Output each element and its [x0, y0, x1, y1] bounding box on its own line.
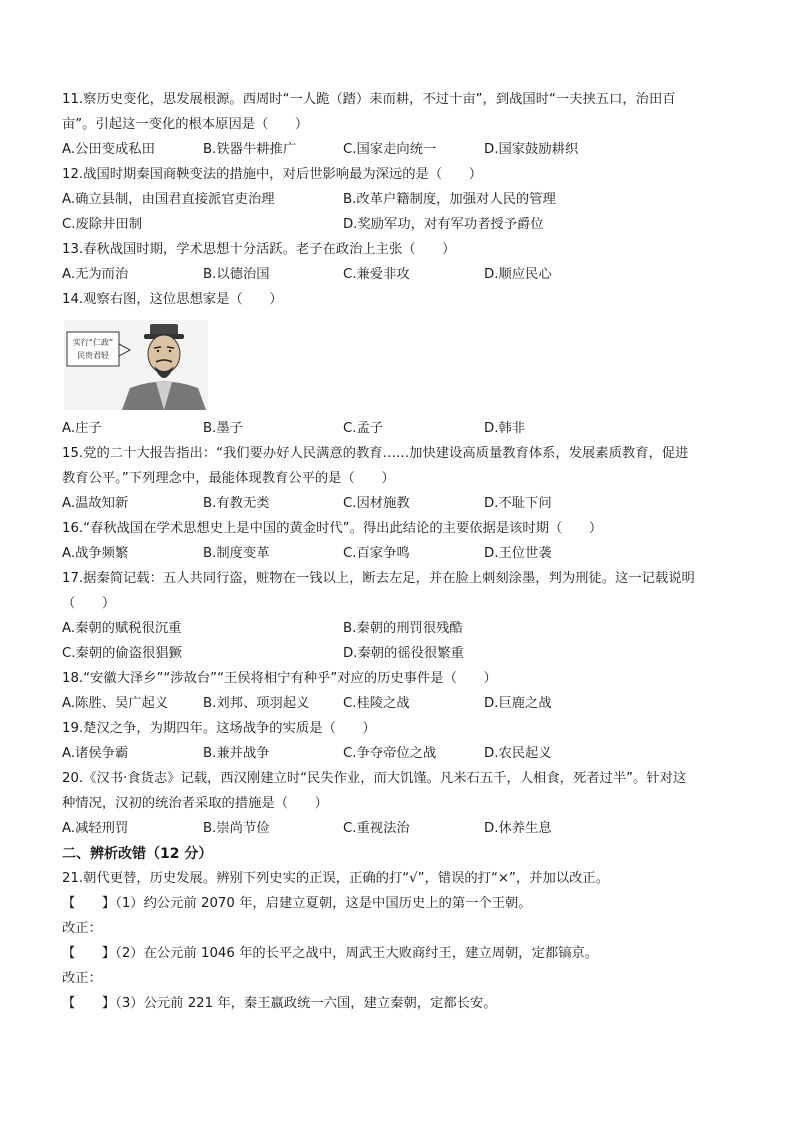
q17-option-a: A.秦朝的赋税很沉重 [62, 621, 182, 636]
q18-line1: 18.“安徽大泽乡”“涉故台”“王侯将相宁有种乎”对应的历史事件是（ ） [62, 671, 497, 686]
q14-option-b: B.墨子 [203, 421, 243, 436]
q16-option-d: D.王位世袭 [484, 546, 552, 561]
q11-option-a: A.公田变成私田 [62, 142, 155, 157]
thinker-portrait-image [64, 320, 208, 410]
q18-option-d: D.巨鹿之战 [484, 696, 552, 711]
q14-option-d: D.韩非 [484, 421, 526, 436]
q15-line1: 15.党的二十大报告指出：“我们要办好人民满意的教育……加快建设高质量教育体系，发展素质教育，促进 [62, 446, 689, 461]
q12-option-a: A.确立县制，由国君直接派官吏治理 [62, 192, 275, 207]
q17-option-b: B.秦朝的刑罚很残酷 [343, 621, 463, 636]
q12-option-c: C.废除井田制 [62, 217, 142, 232]
q12-option-d: D.奖励军功，对有军功者授予爵位 [343, 217, 544, 232]
q20-line1: 20.《汉书·食货志》记载，西汉刚建立时“民失作业，而大饥馑。凡米石五千，人相食，死者过半”。针对这 [62, 771, 687, 786]
q14-option-a: A.庄子 [62, 421, 102, 436]
section2-title: 二、辨析改错（12 分） [62, 846, 213, 862]
speech-text-line2: 民贵君轻 [77, 351, 109, 360]
q13-option-a: A.无为而治 [62, 267, 129, 282]
q17-line2: （ ） [62, 596, 116, 611]
q21-correction-label-2: 改正： [62, 971, 102, 986]
q21-item-1: 【 】（1）约公元前 2070 年，启建立夏朝，这是中国历史上的第一个王朝。 [62, 896, 532, 911]
q15-option-b: B.有教无类 [203, 496, 270, 511]
q20-option-b: B.崇尚节俭 [203, 821, 270, 836]
q21-item-2: 【 】（2）在公元前 1046 年的长平之战中，周武王大败商纣王，建立周朝，定都镐京。 [62, 946, 599, 961]
q11-line1: 11.察历史变化，思发展根源。西周时“一人跪（踏）耒而耕，不过十亩”，到战国时“一夫挟五口，治田百 [62, 92, 676, 107]
q19-option-d: D.农民起义 [484, 746, 552, 761]
thinker-illustration [64, 320, 208, 410]
q11-option-b: B.铁器牛耕推广 [203, 142, 297, 157]
q20-option-a: A.减轻刑罚 [62, 821, 129, 836]
q19-option-a: A.诸侯争霸 [62, 746, 129, 761]
q19-option-c: C.争夺帝位之战 [343, 746, 437, 761]
q13-line1: 13.春秋战国时期，学术思想十分活跃。老子在政治上主张（ ） [62, 242, 456, 257]
q13-option-b: B.以德治国 [203, 267, 270, 282]
q20-option-d: D.休养生息 [484, 821, 552, 836]
q13-option-d: D.顺应民心 [484, 267, 552, 282]
q15-option-c: C.因材施教 [343, 496, 410, 511]
q20-line2: 种情况，汉初的统治者采取的措施是（ ） [62, 796, 328, 811]
q14-option-c: C.孟子 [343, 421, 384, 436]
q21-prompt: 21.朝代更替，历史发展。辨别下列史实的正误，正确的打“√”，错误的打“×”，并加以改正。 [62, 871, 610, 886]
q18-option-c: C.桂陵之战 [343, 696, 410, 711]
q12-line1: 12.战国时期秦国商鞅变法的措施中，对后世影响最为深远的是（ ） [62, 167, 483, 182]
q13-option-c: C.兼爱非攻 [343, 267, 410, 282]
q21-correction-label-1: 改正： [62, 921, 102, 936]
q16-option-b: B.制度变革 [203, 546, 270, 561]
q12-option-b: B.改革户籍制度，加强对人民的管理 [343, 192, 556, 207]
q18-option-b: B.刘邦、项羽起义 [203, 696, 310, 711]
q17-option-d: D.秦朝的徭役很繁重 [343, 646, 464, 661]
q11-option-d: D.国家鼓励耕织 [484, 142, 579, 157]
q11-option-c: C.国家走向统一 [343, 142, 437, 157]
q21-item-3: 【 】（3）公元前 221 年，秦王嬴政统一六国，建立秦朝，定都长安。 [62, 996, 497, 1011]
q19-line1: 19.楚汉之争，为期四年。这场战争的实质是（ ） [62, 721, 376, 736]
q14-line1: 14.观察右图，这位思想家是（ ） [62, 292, 283, 307]
speech-text-line1: 实行“仁政” [72, 338, 114, 347]
q20-option-c: C.重视法治 [343, 821, 410, 836]
q17-option-c: C.秦朝的偷盗很猖獗 [62, 646, 182, 661]
q15-option-a: A.温故知新 [62, 496, 129, 511]
q11-line2: 亩”。引起这一变化的根本原因是（ ） [62, 117, 309, 132]
q19-option-b: B.兼并战争 [203, 746, 270, 761]
q16-line1: 16.“春秋战国在学术思想史上是中国的黄金时代”。得出此结论的主要依据是该时期（ ） [62, 521, 603, 536]
q17-line1: 17.据秦简记载：五人共同行盗，赃物在一钱以上，断去左足，并在脸上刺刻涂墨，判为刑徒。这一记载说明 [62, 571, 695, 586]
q18-option-a: A.陈胜、吴广起义 [62, 696, 169, 711]
q15-line2: 教育公平。”下列理念中，最能体现教育公平的是（ ） [62, 471, 395, 486]
q16-option-a: A.战争频繁 [62, 546, 129, 561]
q15-option-d: D.不耻下问 [484, 496, 552, 511]
q16-option-c: C.百家争鸣 [343, 546, 410, 561]
